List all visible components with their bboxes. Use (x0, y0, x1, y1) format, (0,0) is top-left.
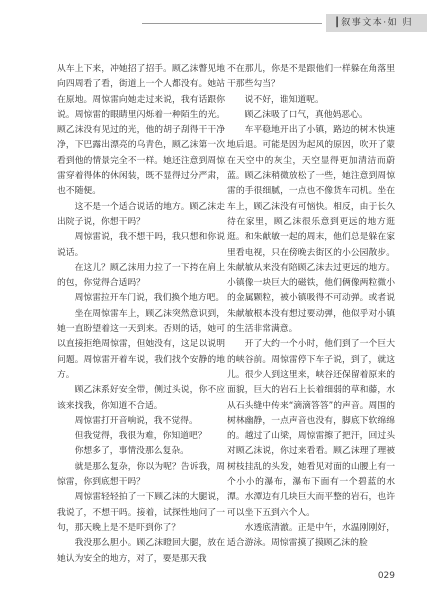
paragraph: 不在那儿，你是不是跟他们一样躲在角落里干那些勾当？ (227, 64, 395, 90)
running-header (142, 14, 427, 32)
paragraph: 从车上下来，冲她招了招手。顾乙沫瞥见地向四周看了看，街道上一个人都没有。她站在原地。周惊雷向她走过来说，我有话跟你说。周惊雷的眼睛里闪烁着一种陌生的光。顾乙沫没有见过的光，他的胡子刮得干干净净，下巴露出漂亮的乌青色，顾乙沫第一次看到他的情景完全不一样。她还注意到周惊雷穿着得体的休闲装，既不显得过分严肃，也不随便。 (57, 64, 225, 197)
paragraph: 我没那么胆小。顾乙沫瞪回大腿，放在她认为安全的地方，对了，要是那天我 (57, 538, 225, 564)
paragraph: 周惊雷轻轻拍了一下顾乙沫的大腿说，我说了，不想干吗。接着，试探性地问了一句，那天晚上是不是吓到你了？ (57, 492, 225, 533)
header-label: ┃叙事文本·如 归 (326, 14, 427, 32)
paragraph: 顾乙沫吸了口气，真他妈恶心。 (244, 109, 368, 120)
paragraph: 说不好，谁知道呢。 (244, 94, 324, 105)
paragraph: 开了大约一个小时，他们到了一个巨大的峡谷前。周惊雷停下车子说，到了，就这儿。很少人到这里来，峡谷还保留着原来的面貌，巨大的岩石上长着细弱的草和藤，水从石头缝中传来“滴滴答答”的声音。周围的树林幽静，一点声音也没有，脚底下软绵绵的。越过了山梁，周惊雷擦了把汗，回过头对顾乙沫说，你过来看看。顾乙沫理了理被树枝挂乱的头发，她看见对面的山腰上有一个小小的瀑布，瀑布下面有一个碧蓝的水潭。水潭边有几块巨大而平整的岩石，也许可以坐下五到六个人。 (227, 339, 395, 518)
paragraph: 周惊雷说，我不想干吗，我只想和你说说话。 (57, 232, 225, 258)
paragraph: 周惊雷拉开车门说，我们换个地方吧。 (74, 293, 225, 304)
paragraph: 就是那么复杂，你以为呢？告诉我，周惊雷，你到底想干吗？ (57, 461, 225, 488)
paragraph: 坐在周惊雷车上，顾乙沫突然意识到，她一直盼望着这一天到来。否则的话，她可以直接拒绝周惊雷，但她没有，这足以说明问题。周惊雷开着车说，我们找个安静的地方。 (57, 308, 225, 380)
paragraph: 在这儿？顾乙沫用力拉了一下挎在肩上的包，你觉得合适吗？ (57, 262, 225, 289)
page-number: 029 (377, 571, 395, 581)
paragraph: 周惊雷打开音响说，我不觉得。 (74, 415, 198, 426)
paragraph: 这不是一个适合说话的地方。顾乙沫走出院子说，你想干吗？ (57, 201, 225, 227)
paragraph: 车平稳地开出了小镇，路边的树木快速地后退。可能是因为起风的原因，吹开了蒙在天空中的灰尘，天空显得更加清洁而蔚蓝。顾乙沫稍微放松了一些，她注意到周惊雷的手很细腻，一点也不像货车司机。坐在车上，顾乙沫没有可恼快。相反，由于长久待在家里，顾乙沫很乐意到更远的地方逛逛。和朱献敏一起的周末，他们总是躲在家里看电视，只在傍晚去街区的小公园散步。朱献敏从来没有陪顾乙沫去过更远的地方。小镇像一块巨大的磁铁，他们俩像两粒微小的金属颗粒，被小镇吸得不可动弹。或者说朱献敏根本没有想过要动弹，他似乎对小镇的生活非常满意。 (227, 125, 395, 335)
paragraph: 顾乙沫系好安全带，侧过头说，你不应该来找我，你知道不合适。 (57, 385, 225, 411)
right-column (227, 62, 395, 552)
paragraph: 你想多了，事情没那么复杂。 (74, 446, 189, 457)
header-rule (142, 23, 322, 24)
paragraph: 水透底清澈。正是中午，水温刚刚好，适合游泳。周惊雷摸了摸顾乙沫的脸 (227, 522, 395, 549)
left-column (57, 62, 225, 567)
paragraph: 但我觉得，我很为难，你知道吧？ (74, 431, 207, 442)
